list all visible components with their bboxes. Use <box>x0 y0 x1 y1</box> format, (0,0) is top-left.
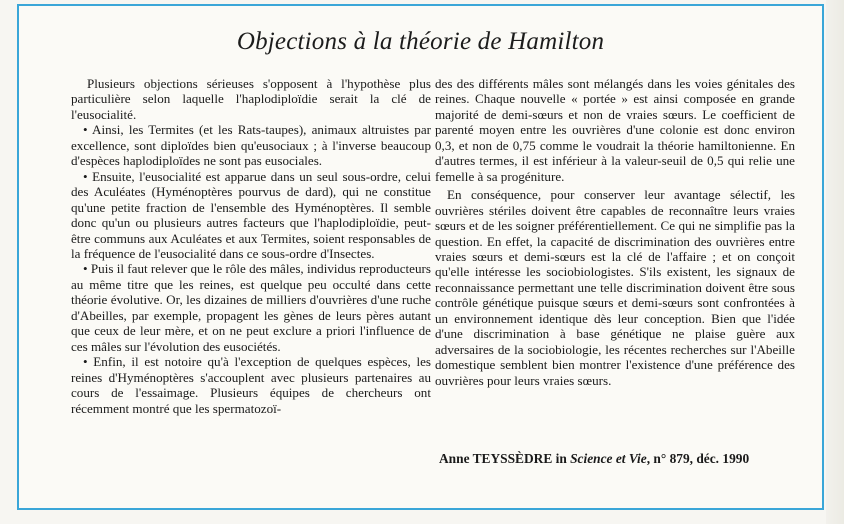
paragraph: • Puis il faut relever que le rôle des mâles, individus reproducteurs au même titre que les reines, est quelque peu occulté dans cette théorie évolutive. Or, les dizaines de milliers d'ouvrières d'une ruche d'Abeilles, par exemple, propagent les gènes de leurs pères autant que ceux de leur mère, et on ne peut exclure a priori l'influence de ces mâles sur l'évolution des eusociétés. <box>71 261 431 354</box>
paragraph: En conséquence, pour conserver leur avantage sélectif, les ouvrières stériles doivent être capables de reconnaître leurs vraies sœurs et de les soigner préférentiellement. Ce qui ne simplifie pas la question. En effet, la capacité de discrimination des ouvrières entre vraies sœurs et demi-sœurs est la clé de l'affaire ; et on conçoit qu'elle intéresse les sociobiologistes. S'ils existent, les signaux de reconnaissance permettant une telle discrimination doivent être sous contrôle génétique puisque sœurs et demi-sœurs sont confrontées à un environnement identique dès leur conception. Bien que l'idée d'une discrimination à base génétique ne plaise guère aux adversaires de la sociobiologie, les récentes recherches sur l'Abeille domestique semblent bien montrer l'existence d'une préférence des ouvrières pour leurs vraies sœurs. <box>435 187 795 388</box>
paragraph: • Ensuite, l'eusocialité est apparue dans un seul sous-ordre, celui des Aculéates (Hyménoptères pourvus de dard), qui ne constitue qu'une petite fraction de l'ensemble des Hyménoptères. Il semble donc qu'un ou plusieurs autres facteurs que l'haplodiploïdie, peut-être communs aux Aculéates et aux Termites, soient responsables de la fréquence de l'eusocialité dans ce sous-ordre d'Insectes. <box>71 168 431 261</box>
issue-info: , n° 879, déc. 1990 <box>646 451 750 466</box>
paragraph: Plusieurs objections sérieuses s'opposent à l'hypothèse plus particulière selon laquelle l'haplodiploïdie serait la clé de l'eusocialité. <box>71 76 431 122</box>
source-citation <box>439 451 799 467</box>
magazine-name: Science et Vie <box>570 451 647 466</box>
left-column <box>71 76 431 416</box>
right-column <box>435 76 795 388</box>
paragraph: • Ainsi, les Termites (et les Rats-taupes), animaux altruistes par excellence, sont diploïdes bien qu'eusociaux ; à l'inverse beaucoup d'espèces haplodiploïdes ne sont pas eusociales. <box>71 122 431 169</box>
paragraph: • Enfin, il est notoire qu'à l'exception de quelques espèces, les reines d'Hyménoptères s'accouplent avec plusieurs partenaires au cours de l'essaimage. Plusieurs équipes de chercheurs ont récemment montré que les spermatozoï- <box>71 354 431 416</box>
page-edge <box>826 0 844 524</box>
article-frame <box>17 4 824 510</box>
paragraph: des des différents mâles sont mélangés dans les voies génitales des reines. Chaque nouvelle « portée » est ainsi composée en grande majorité de demi-sœurs et non de vraies sœurs. Le coefficient de parenté moyen entre les ouvrières d'une colonie est donc environ 0,3, et non de 0,75 comme le voudrait la théorie hamiltonienne. En d'autres termes, il est inférieur à la valeur-seuil de 0,5 qui relie une femelle à sa progéniture. <box>435 76 795 184</box>
author-name: Anne TEYSSÈDRE in <box>439 451 571 466</box>
article-title: Objections à la théorie de Hamilton <box>236 28 605 55</box>
